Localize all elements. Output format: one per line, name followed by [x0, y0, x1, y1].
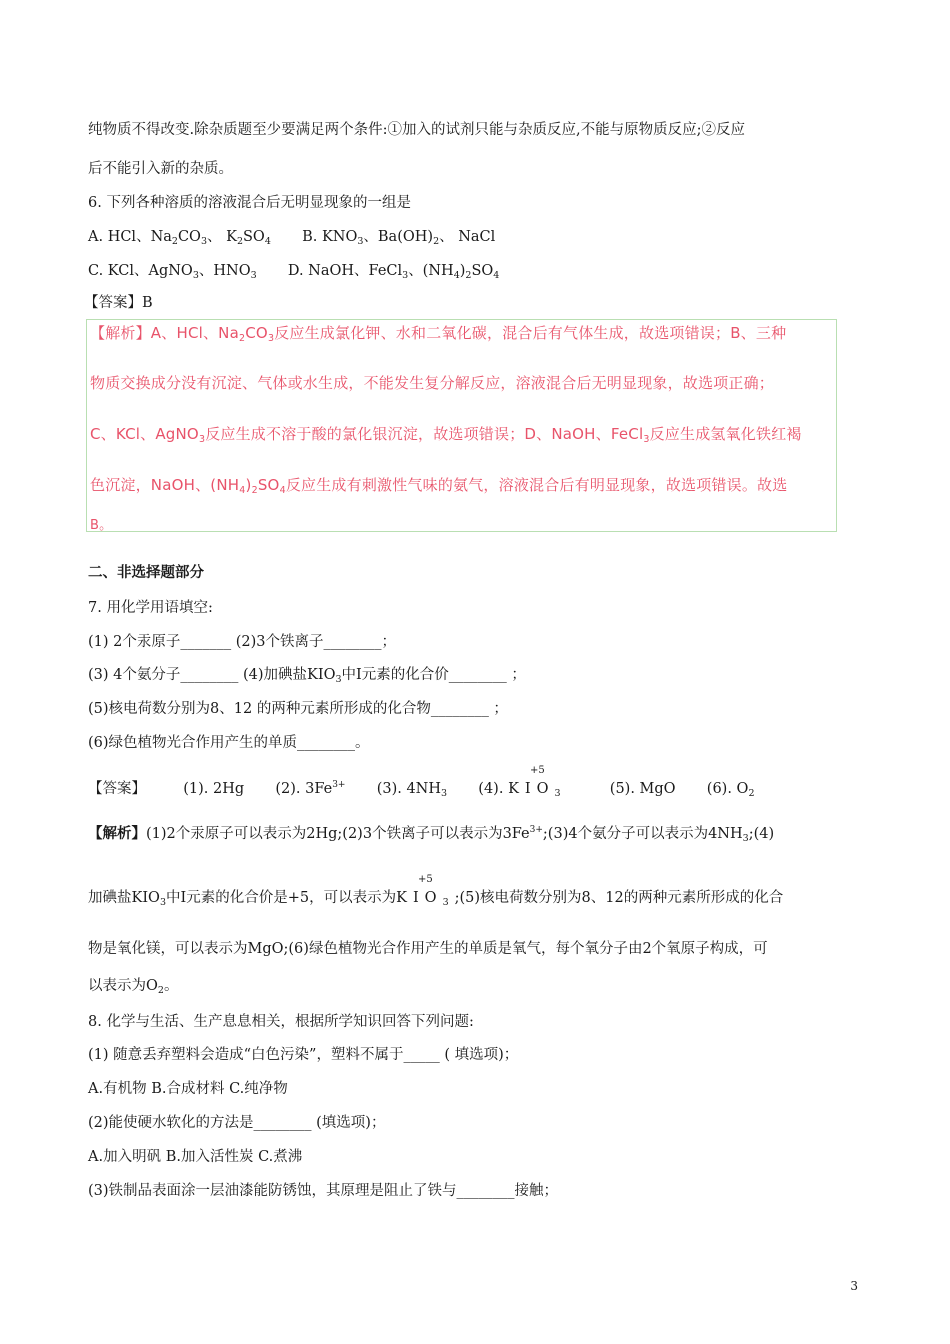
q8-line-2: A.有机物 B.合成材料 C.纯净物: [88, 1081, 288, 1097]
q7-stem: 7. 用化学用语填空:: [88, 600, 213, 616]
page-number: 3: [850, 1279, 858, 1293]
intro-line-2: 后不能引入新的杂质。: [88, 161, 233, 177]
q6-explanation-line-4: 色沉淀，NaOH、$(NH_4)_2SO_4$反应生成有刺激性气味的氨气，溶液混合后有明显现象，故选项错误。故选: [90, 476, 788, 496]
q8-line-3: (2)能使硬水软化的方法是________ (填选项)；: [88, 1115, 386, 1131]
q7-line-2: (3) 4个氨分子________ (4)加碘盐$KIO_3$中I元素的化合价________ ；: [88, 667, 526, 685]
q7-answer: 【答案】 (1). 2Hg (2). $3Fe^{3+}$ (3). $4NH_3$ (4). +5 $KIO_3$ (5). MgO (6). $O_2$: [88, 765, 755, 799]
q6-options-ab: A. HCl、$Na_2CO_3$、 $K_2SO_4$ B. $KNO_3$、$Ba(OH)_2$、 NaCl: [88, 229, 496, 247]
q6-explanation-line-2: 物质交换成分没有沉淀、气体或水生成，不能发生复分解反应，溶液混合后无明显现象，故选项正确；: [90, 374, 775, 392]
section-title: 二、非选择题部分: [88, 564, 204, 581]
intro-line-1: 纯物质不得改变.除杂质题至少要满足两个条件:①加入的试剂只能与杂质反应,不能与原物质反应;②反应: [88, 122, 745, 138]
q8-line-1: (1) 随意丢弃塑料会造成“白色污染”，塑料不属于_____ ( 填选项)；: [88, 1047, 519, 1063]
q6-explanation-line-3: C、KCl、AgNO$_3$反应生成不溶于酸的氯化银沉淀，故选项错误；D、NaOH、FeCl$_3$反应生成氢氧化铁红褐: [90, 425, 802, 445]
q8-line-4: A.加入明矾 B.加入活性炭 C.煮沸: [88, 1149, 303, 1165]
q7-line-4: (6)绿色植物光合作用产生的单质________。: [88, 735, 370, 751]
q6-options-cd: C. KCl、AgNO$_3$、$HNO_3$ D. NaOH、FeCl$_3$、$(NH_4)_2SO_4$: [88, 263, 500, 281]
q7-line-3: (5)核电荷数分别为8、12 的两种元素所形成的化合物________ ；: [88, 701, 508, 717]
q6-explanation-line-5: B。: [90, 518, 113, 533]
q8-stem: 8. 化学与生活、生产息息相关，根据所学知识回答下列问题:: [88, 1014, 474, 1030]
q7-explanation-line-4: 以表示为$O_2$。: [88, 978, 179, 996]
q7-line-1: (1) 2个汞原子_______ (2)3个铁离子________；: [88, 634, 396, 650]
q8-line-5: (3)铁制品表面涂一层油漆能防锈蚀，其原理是阻止了铁与________接触；: [88, 1183, 559, 1199]
q6-stem: 6. 下列各种溶质的溶液混合后无明显现象的一组是: [88, 195, 411, 211]
q6-answer: 【答案】B: [84, 295, 153, 311]
q7-explanation-line-1: 【解析】(1)2个汞原子可以表示为2Hg;(2)3个铁离子可以表示为$3Fe^{3+};(3)4$个氨分子可以表示为$4NH_3;(4)$: [88, 825, 775, 844]
q6-explanation-line-1: 【解析】A、HCl、$Na_2CO_3$反应生成氯化钾、水和二氧化碳，混合后有气体生成，故选项错误；B、三种: [90, 324, 787, 344]
q7-explanation-line-2: 加碘盐$KIO_3$中I元素的化合价是+5，可以表示为 +5 $KIO_3;(5)$核电荷数分别为8、12的两种元素所形成的化合: [88, 874, 784, 908]
q7-explanation-line-3: 物是氧化镁，可以表示为MgO;(6)绿色植物光合作用产生的单质是氧气，每个氧分子由2个氧原子构成，可: [88, 941, 768, 957]
